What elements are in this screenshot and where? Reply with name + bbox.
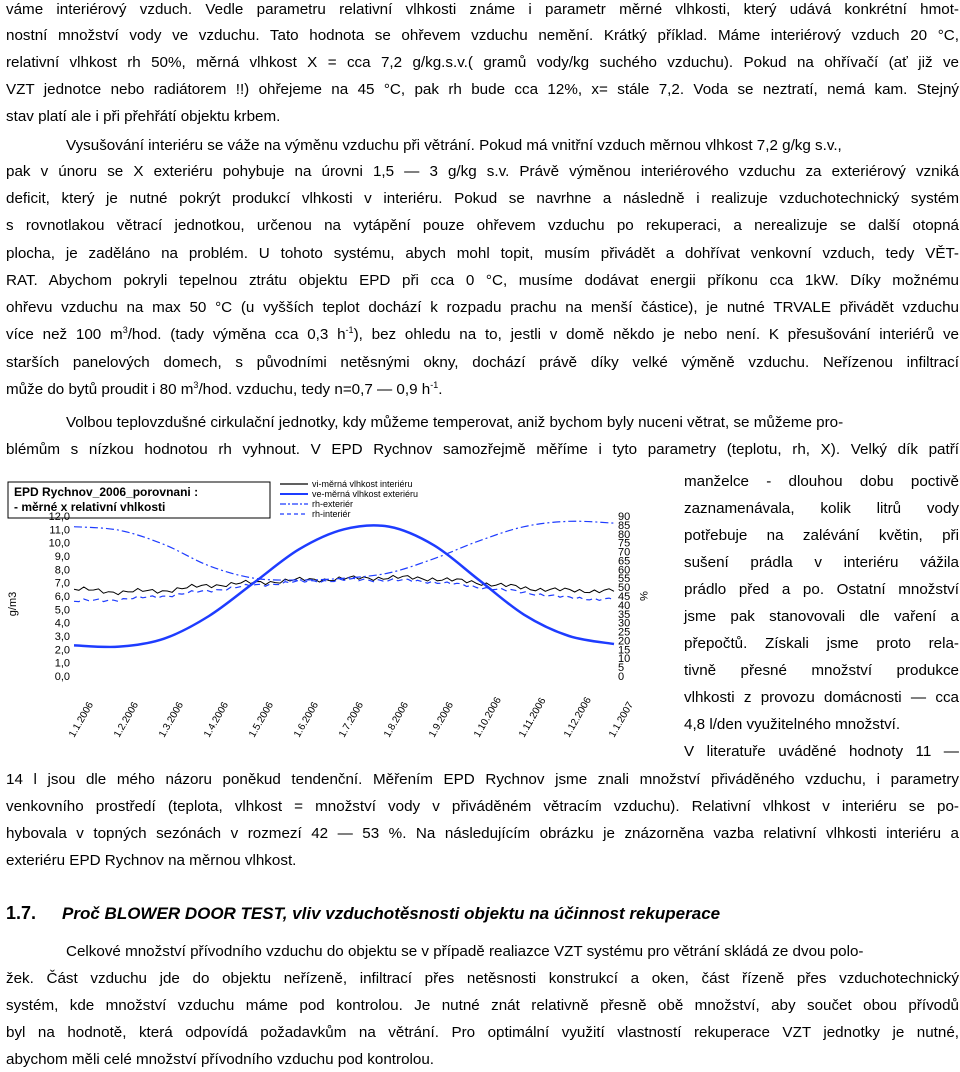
y2-tick-label: 45 [618,591,631,603]
text-span: více než 100 m [6,326,123,343]
side-text-line: sušení prádla v interiéru vážila [684,554,959,571]
text-span: . [438,381,443,398]
y-tick-label: 11,0 [49,524,70,537]
humidity-chart [4,476,680,744]
series-line-ve-m-rn-vlhkost-exteri-ru [74,525,614,647]
y2-tick-label: 65 [618,555,631,568]
x-tick-label: 1.10.2006 [472,695,504,740]
x-tick-label: 1.1.2006 [67,700,97,740]
side-text-line: přepočtů. Získali jsme proto rela- [684,635,959,652]
y-tick-label: 4,0 [54,617,70,630]
y2-tick-label: 15 [618,644,631,657]
x-tick-label: 1.9.2006 [427,700,457,740]
side-text-line: 4,8 l/den využitelného množství. [684,716,901,733]
x-tick-label: 1.6.2006 [292,700,322,740]
legend-label: ve-měrná vlhkost exteriéru [312,489,419,499]
y2-tick-label: 50 [618,582,631,595]
y-tick-label: 9,0 [54,551,70,563]
text-line: Volbou teplovzdušné cirkulační jednotky, kdy můžeme temperovat, aniž bychom byly nuceni větrat, se můžeme pro- [66,414,844,431]
chart-svg [4,476,680,744]
x-tick-label: 1.8.2006 [382,700,412,740]
y-tick-label: 12,0 [48,511,70,523]
legend-label: rh-exteriér [312,499,354,509]
text-line: ohřevu vzduchu na max 50 °C (u vyšších teplot dochází k rozpadu prachu na menší částice), je nutné TRVALE přivádět vzduchu [6,299,959,316]
x-tick-label: 1.2.2006 [112,700,142,740]
x-tick-label: 1.1.2007 [607,700,637,740]
y-tick-label: 3,0 [54,631,70,643]
y-tick-label: 5,0 [54,604,70,617]
y-tick-label: 7,0 [54,577,70,590]
y-tick-label: 0,0 [54,671,70,683]
text-line: žek. Část vzduchu jde do objektu neřízeně, infiltrací přes netěsnosti konstrukcí a oken, část řízeně přes vzduchotechnický [6,970,959,987]
y2-axis-label: % [637,591,649,601]
chart-title-line2: - měrné x relativní vhlkosti [14,500,166,514]
text-line: RAT. Abychom pokryli tepelnou ztrátu objektu EPD při cca 0 °C, musíme dodávat energii příkonu cca 1kW. Díky možnému [6,272,959,289]
text-line: starších panelových domech, s původními netěsnými okny, dochází právě díky velké výměně vzduchu. Neřízenou infiltrací [6,354,959,371]
y2-tick-label: 75 [618,537,631,550]
y2-tick-label: 60 [618,564,631,577]
text-line: nostní množství vody ve vzduchu. Tato hodnota se ohřevem vzduchu nemění. Krátký příklad. Máme interiérový vzduch 20 °C, [6,27,959,44]
text-line: plocha, je zaděláno na problém. U tohoto systému, abych mohl topit, musím přivádět a dohřívat venkovní vzduch, tedy VĚT- [6,245,959,262]
text-line: VZT jednotce nebo radiátorem !!) ohřejeme na 45 °C, pak rh bude cca 12%, x= stále 7,2. Voda se neztratí, nemá kam. Stejný [6,81,959,98]
y2-tick-label: 25 [618,626,631,639]
text-span: ), bez ohledu na to, jestli v domě někdo je nebo není. K přesušování interiérů ve [353,326,959,343]
y-tick-label: 2,0 [54,644,70,657]
superscript: 3 [193,379,199,390]
y2-tick-label: 70 [618,546,631,559]
legend-label: vi-měrná vlhkost interiéru [312,479,413,489]
text-line: stav platí ale i při přehřátí objektu krbem. [6,108,281,125]
y-tick-label: 10,0 [48,537,70,550]
y2-tick-label: 55 [618,573,631,586]
y-axis-label: g/m3 [7,591,19,617]
x-tick-label: 1.11.2006 [517,696,549,740]
side-text-line: prádlo před a po. Ostatní množství [684,581,959,598]
side-text-line: potřebuje na zalévání květin, při [684,527,959,544]
y-tick-label: 6,0 [54,591,70,603]
section-title: Proč BLOWER DOOR TEST, vliv vzduchotěsnosti objektu na účinnost rekuperace [62,904,721,923]
side-text-line: zaznamenávala, kolik litrů vody [684,500,959,517]
text-span: může do bytů proudit i 80 m [6,381,194,398]
text-line: s rovnotlakou větrací jednotkou, určenou na vytápění pouze ohřevem vzduchu po rekuperaci, a nerealizuje se další otopná [6,217,959,234]
x-tick-label: 1.3.2006 [157,700,187,740]
y2-tick-label: 5 [618,662,625,675]
text-line: váme interiérový vzduch. Vedle parametru relativní vlhkosti známe i parametr měrné vlhkosti, který udává konkrétní hmot- [6,1,959,18]
legend-label: rh-interiér [312,509,351,519]
text-line: Vysušování interiéru se váže na výměnu vzduchu při větrání. Pokud má vnitřní vzduch měrnou vlhkost 7,2 g/kg s.v., [66,137,842,154]
chart-title: EPD Rychnov_2006_porovnani : [14,485,199,499]
text-line: exteriéru EPD Rychnov na měrnou vlhkost. [6,852,297,869]
text-line: blémům s nízkou hodnotou rh vyhnout. V EPD Rychnov samozřejmě měříme i tyto parametry (teplotu, rh, X). Velký dík patří [6,441,959,458]
side-text-line: V literatuře uváděné hodnoty 11 — [684,743,959,760]
y2-tick-label: 80 [618,528,631,541]
x-tick-label: 1.7.2006 [337,700,367,740]
x-tick-label: 1.5.2006 [247,700,277,740]
y2-tick-label: 20 [618,635,631,648]
text-line: deficit, který je nutné pokrýt produkcí vlhkosti v interiéru. Pokud se navrhne a následně i realizuje vzduchotechnický systém [6,190,959,207]
superscript: 3 [122,324,128,335]
side-text-line: tivně přesné množství produkce [684,662,959,679]
text-line: hybovala v topných sezónách v rozmezí 42 — 53 %. Na následujícím obrázku je znázorněna vazba relativní vlhkosti interiéru a [6,825,959,842]
text-line [6,325,959,345]
y-tick-label: 8,0 [54,564,70,577]
text-line: relativní vlhkost rh 50%, měrná vlhkost X = cca 7,2 g/kg.s.v.( gramů vody/kg suchého vzduchu). Pokud na ohřívačí (ať již ve [6,54,959,71]
text-line [6,380,442,400]
superscript: -1 [345,324,354,335]
section-heading [6,903,720,924]
text-span: /hod. vzduchu, tedy n=0,7 — 0,9 h [198,381,431,398]
side-text-line: vlhkosti z provozu domácnosti — cca [684,689,959,706]
text-line: Celkové množství přívodního vzduchu do objektu se v případě realiazce VZT systému pro větrání skládá ze dvou polo- [66,943,864,960]
y2-tick-label: 85 [618,519,631,532]
text-line: systém, kde množství vzduchu máme pod kontrolou. Je nutné znát relativně přesně obě množství, aby součet obou přívodů [6,997,959,1014]
y2-tick-label: 40 [618,599,631,612]
side-text-line: manželce - dlouhou dobu poctivě [684,473,959,490]
side-text-line: jsme pak stanovovali dle vaření a [684,608,959,625]
text-line: pak v únoru se X exteriéru pohybuje na úrovni 1,5 — 3 g/kg s.v. Právě výměnou interiérového vzduchu za exteriérový vzniká [6,163,959,180]
text-span: /hod. (tady výměna cca 0,3 h [127,326,346,343]
text-line: abychom měli celé množství přívodního vzduchu pod kontrolou. [6,1051,435,1068]
x-tick-label: 1.12.2006 [562,695,594,740]
text-line: venkovního prostředí (teplota, vlhkost = množství vody v přiváděném větracím vzduchu). Relativní vlhkost v interiéru se po- [6,798,959,815]
text-line: byl na hodnotě, která odpovídá požadavkům na větrání. Pro optimální využití vlastností rekuperace VZT jednotky je nutné, [6,1024,959,1041]
section-number: 1.7. [6,903,37,923]
y2-tick-label: 90 [618,511,631,523]
y-tick-label: 1,0 [54,657,70,670]
x-tick-label: 1.4.2006 [202,700,232,740]
text-line: 14 l jsou dle mého názoru poněkud tendenční. Měřením EPD Rychnov jsme znali množství přiváděného vzduchu, i parametry [6,771,959,788]
y2-tick-label: 30 [618,617,631,630]
y2-tick-label: 0 [618,671,625,683]
y2-tick-label: 10 [618,653,631,666]
superscript: -1 [430,379,439,390]
y2-tick-label: 35 [618,608,631,621]
